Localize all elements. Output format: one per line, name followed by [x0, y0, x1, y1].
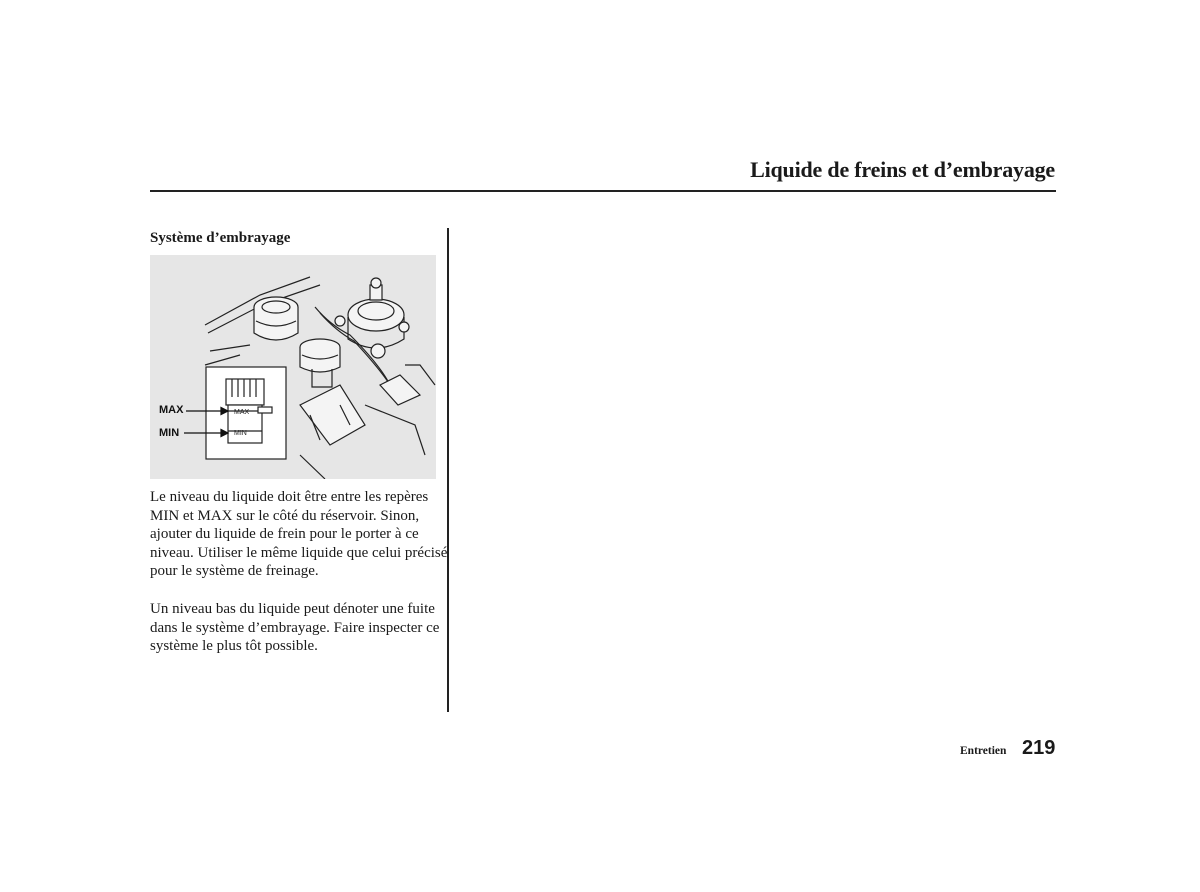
reservoir-min-mark: MIN — [234, 430, 247, 437]
body-paragraph-1: Le niveau du liquide doit être entre les repères MIN et MAX sur le côté du réservoir. Sinon, ajouter du liquide de frein pour le porter à ce niveau. Utiliser le même liquide que celui précisé pour le système de freinage. — [150, 489, 448, 580]
page-number: 219 — [1022, 737, 1056, 759]
engine-bay-drawing — [150, 255, 436, 479]
clutch-reservoir-illustration — [150, 255, 436, 479]
footer-section-name: Entretien — [960, 745, 1007, 757]
max-callout-label: MAX — [159, 404, 184, 416]
reservoir-max-mark: MAX — [234, 409, 250, 416]
body-paragraph-2: Un niveau bas du liquide peut dénoter une fuite dans le système d’embrayage. Faire inspecter ce système le plus tôt possible. — [150, 601, 440, 655]
section-heading: Système d’embrayage — [150, 230, 291, 246]
page-title: Liquide de freins et d’embrayage — [750, 157, 1055, 182]
min-callout-label: MIN — [159, 427, 180, 439]
title-rule — [150, 190, 1056, 192]
